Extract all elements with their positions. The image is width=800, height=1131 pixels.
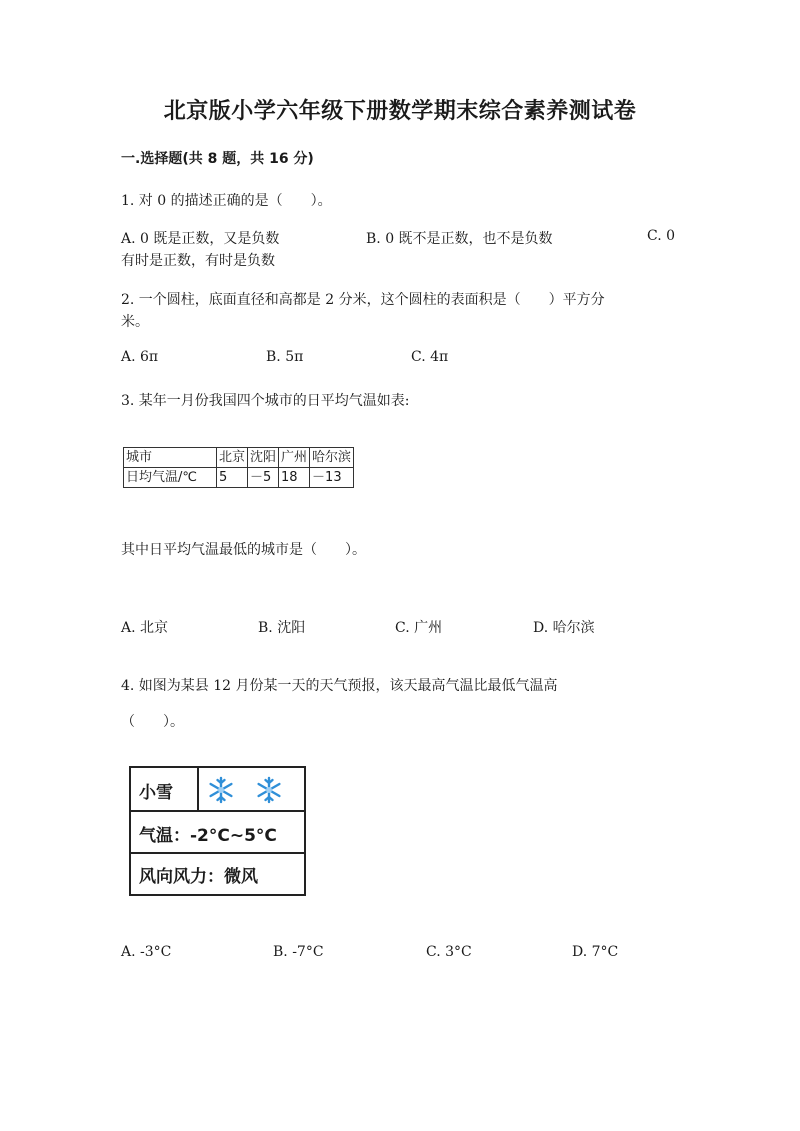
weather-condition: 小雪: [139, 783, 173, 803]
question-2-option-a[interactable]: A. 6π: [121, 349, 159, 365]
weather-condition-row: [131, 768, 304, 812]
section-heading: 一.选择题(共 8 题，共 16 分): [121, 151, 314, 167]
question-3-option-a[interactable]: A. 北京: [121, 620, 169, 636]
weather-forecast-card: [129, 766, 306, 896]
weather-temperature: 气温：-2°C~5°C: [139, 826, 277, 846]
table-row: [124, 468, 354, 488]
question-4-option-b[interactable]: B. -7°C: [273, 944, 324, 960]
question-4-stem: 4. 如图为某县 12 月份某一天的天气预报，该天最高气温比最低气温高: [121, 678, 558, 694]
weather-temp-row: [131, 812, 304, 854]
snowflake-icon: [205, 774, 237, 806]
question-2-option-c[interactable]: C. 4π: [411, 349, 449, 365]
question-3-option-d[interactable]: D. 哈尔滨: [533, 620, 595, 636]
question-2-stem: 2. 一个圆柱，底面直径和高都是 2 分米，这个圆柱的表面积是（ ）平方分: [121, 292, 605, 308]
snowflake-icon: [253, 774, 285, 806]
weather-wind-row: [131, 854, 304, 894]
question-2-option-b[interactable]: B. 5π: [266, 349, 304, 365]
table-cell: 18: [279, 468, 310, 488]
question-3-option-c[interactable]: C. 广州: [395, 620, 443, 636]
table-cell: 沈阳: [248, 448, 279, 468]
table-cell: －5: [248, 468, 279, 488]
table-cell: 广州: [279, 448, 310, 468]
question-1-option-a[interactable]: A. 0 既是正数，又是负数: [121, 231, 280, 247]
question-3-question: 其中日平均气温最低的城市是（ ）。: [121, 542, 366, 558]
question-4-option-c[interactable]: C. 3°C: [426, 944, 472, 960]
table-cell: 日均气温/℃: [124, 468, 217, 488]
weather-divider: [197, 768, 199, 810]
table-cell: －13: [310, 468, 354, 488]
table-header-row: [124, 448, 354, 468]
question-4-stem-continued: （ ）。: [121, 714, 184, 730]
table-cell: 城市: [124, 448, 217, 468]
question-1-option-b[interactable]: B. 0 既不是正数，也不是负数: [366, 231, 553, 247]
question-3-option-b[interactable]: B. 沈阳: [258, 620, 306, 636]
table-cell: 北京: [217, 448, 248, 468]
question-4-option-a[interactable]: A. -3°C: [121, 944, 172, 960]
temperature-table: [123, 447, 354, 488]
question-3-stem: 3. 某年一月份我国四个城市的日平均气温如表:: [121, 393, 410, 409]
question-2-stem-continued: 米。: [121, 314, 149, 330]
question-1-option-c[interactable]: C. 0: [647, 228, 676, 244]
table-cell: 5: [217, 468, 248, 488]
weather-wind: 风向风力：微风: [139, 867, 258, 887]
table-cell: 哈尔滨: [310, 448, 354, 468]
question-4-option-d[interactable]: D. 7°C: [572, 944, 619, 960]
question-1-option-c-continued: 有时是正数，有时是负数: [121, 253, 275, 269]
page-title: 北京版小学六年级下册数学期末综合素养测试卷: [163, 99, 637, 124]
question-1-stem: 1. 对 0 的描述正确的是（ ）。: [121, 193, 332, 209]
